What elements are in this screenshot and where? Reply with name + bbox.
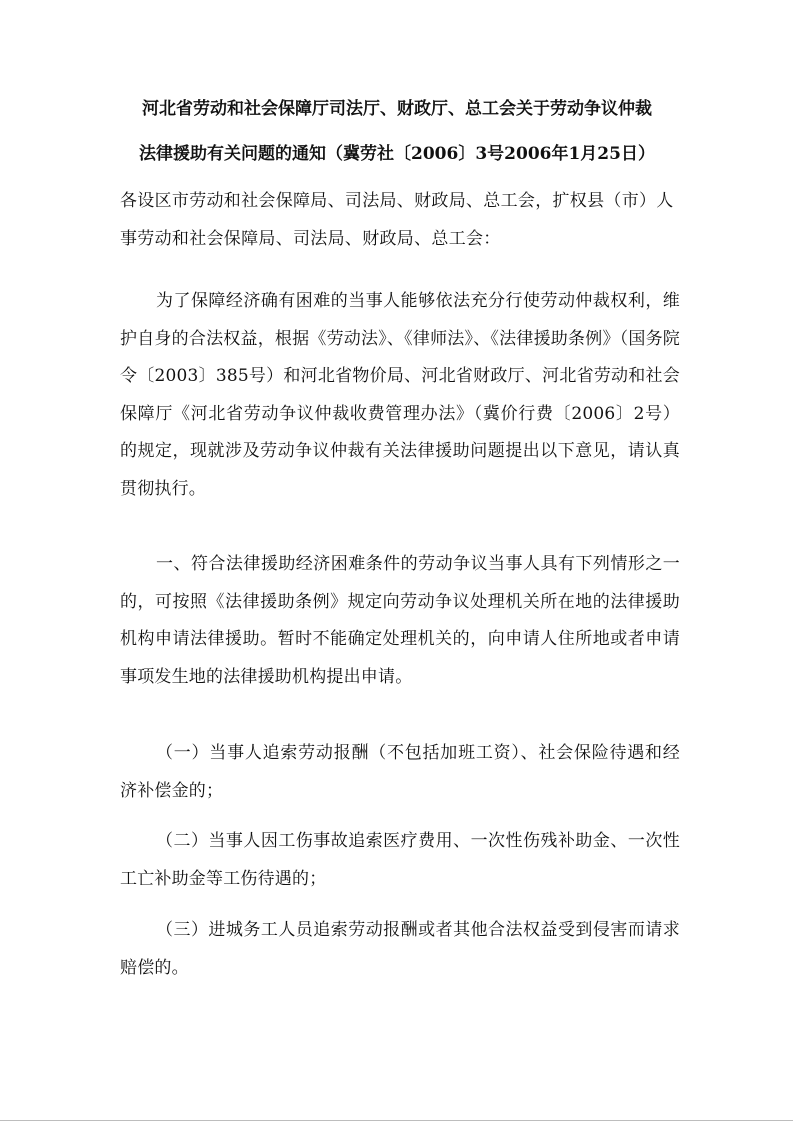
paragraph-item-1: （一）当事人追索劳动报酬（不包括加班工资）、社会保险待遇和经济补偿金的；: [120, 743, 680, 801]
page-bottom-divider: [0, 1120, 793, 1121]
paragraph-section-1: 一、符合法律援助经济困难条件的劳动争议当事人具有下列情形之一的，可按照《法律援助条例》规定向劳动争议处理机关所在地的法律援助机构申请法律援助。暂时不能确定处理机关的，向申请人住所地或者申请事项发生地的法律援助机构提出申请。: [120, 554, 680, 687]
paragraph-item-3: （三）进城务工人员追索劳动报酬或者其他合法权益受到侵害而请求赔偿的。: [120, 920, 680, 978]
salutation: 各设区市劳动和社会保障局、司法局、财政局、总工会，扩权县（市）人事劳动和社会保障局、司法局、财政局、总工会：: [120, 191, 674, 249]
paragraph-intro: 为了保障经济确有困难的当事人能够依法充分行使劳动仲裁权利，维护自身的合法权益，根据《劳动法》、《律师法》、《法律援助条例》（国务院令〔2003〕385号）和河北省物价局、河北省财政厅、河北省劳动和社会保障厅《河北省劳动争议仲裁收费管理办法》（冀价行费〔2006〕2号）的规定，现就涉及劳动争议仲裁有关法律援助问题提出以下意见，请认真贯彻执行。: [120, 291, 680, 499]
paragraph-item-2: （二）当事人因工伤事故追索医疗费用、一次性伤残补助金、一次性工亡补助金等工伤待遇的；: [120, 831, 680, 889]
document-title-line-2: 法律援助有关问题的通知（冀劳社〔2006〕3号2006年1月25日）: [139, 144, 655, 164]
document-title-line-1: 河北省劳动和社会保障厅司法厅、财政厅、总工会关于劳动争议仲裁: [142, 99, 652, 119]
